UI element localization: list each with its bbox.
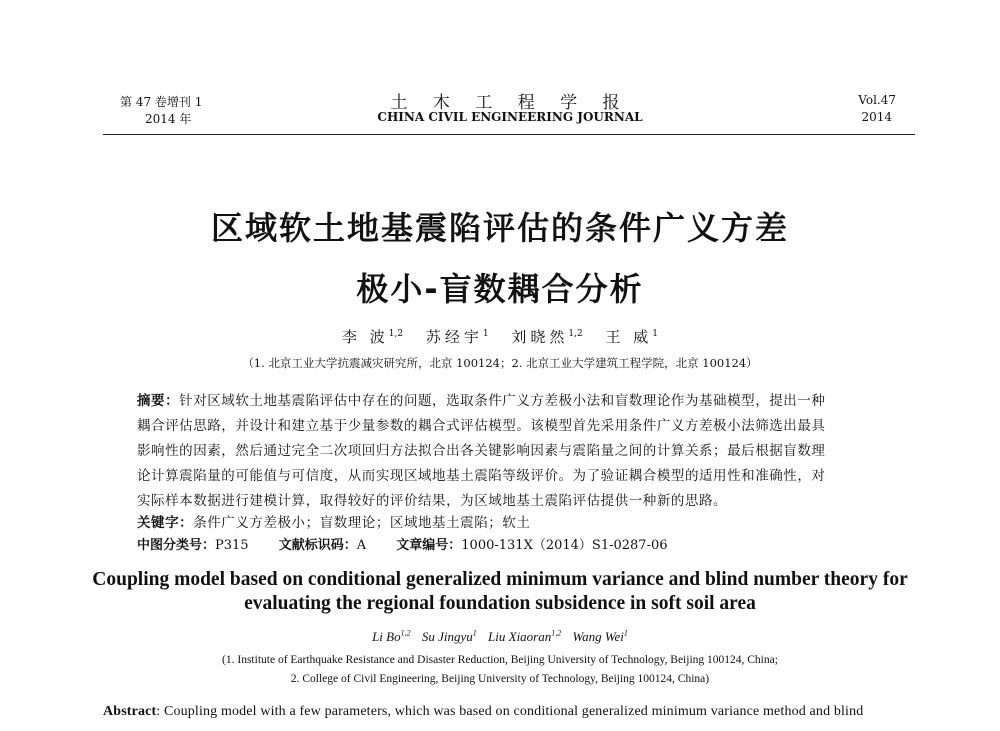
author-en: Liu Xiaoran$^{1,2}$	[488, 629, 562, 645]
author-cn: 苏经宇$^1$	[425, 328, 489, 346]
doc-code-value: A	[356, 538, 367, 553]
author-cn: 王 威$^1$	[605, 328, 659, 346]
title-cn-line1: 区域软土地基震陷评估的条件广义方差	[210, 209, 789, 247]
doc-code-label: 文献标识码：	[278, 538, 357, 553]
abstract-cn-line: 耦合评估思路，并设计和建立基于少量参数的耦合式评估模型。该模型首先采用条件广义方差极小法筛选出最具	[137, 418, 826, 434]
author-en: Su Jingyu$^1$	[421, 629, 477, 645]
header-volume-en: Vol.47	[858, 93, 896, 107]
keywords-cn-label: 关键字：	[137, 515, 194, 531]
authors-en	[0, 629, 1000, 645]
author-cn: 李 波$^{1,2}$	[341, 328, 404, 346]
article-no-label: 文章编号：	[396, 538, 462, 553]
keywords-cn: 关键字：条件广义方差极小；盲数理论；区域地基土震陷；软土	[137, 515, 531, 531]
header-year-en: 2014	[861, 110, 892, 124]
header-volume-issue: 第 47 卷增刊 1	[120, 95, 203, 109]
affiliation-cn: （1. 北京工业大学抗震减灾研究所，北京 100124；2. 北京工业大学建筑工程学院，北京 100124）	[242, 356, 758, 370]
authors-cn	[0, 326, 1000, 347]
author-en: Wang Wei$^1$	[572, 629, 628, 645]
affiliation-en-line2: 2. College of Civil Engineering, Beijing University of Technology, Beijing 100124, China)	[290, 673, 710, 685]
title-en-line2: evaluating the regional foundation subsidence in soft soil area	[244, 593, 756, 614]
header-rule	[103, 134, 915, 135]
title-cn-line2: 极小-盲数耦合分析	[356, 270, 644, 308]
article-no-value: 1000-131X（2014）S1-0287-06	[461, 538, 668, 553]
journal-name-en: CHINA CIVIL ENGINEERING JOURNAL	[377, 110, 643, 124]
author-cn: 刘晓然$^{1,2}$	[511, 328, 583, 346]
classification-line	[137, 534, 694, 553]
abstract-en-label: Abstract	[103, 704, 157, 719]
affiliation-en-line1: (1. Institute of Earthquake Resistance and Disaster Reduction, Beijing University of Technology, Beijing 100124, China;	[222, 654, 778, 666]
abstract-cn-line: 实际样本数据进行建模计算，取得较好的评价结果，为区域地基土震陷评估提供一种新的思路。	[137, 493, 728, 509]
abstract-cn-line: 摘要：针对区域软土地基震陷评估中存在的问题，选取条件广义方差极小法和盲数理论作为基础模型，提出一种	[137, 393, 826, 409]
abstract-en-line: Abstract: Coupling model with a few parameters, which was based on conditional generalized minimum variance method and blind	[103, 704, 864, 719]
header-year-cn: 2014 年	[145, 112, 192, 126]
clc-value: P315	[215, 538, 249, 553]
abstract-cn-label: 摘要：	[137, 393, 180, 409]
journal-name-cn: 土 木 工 程 学 报	[390, 93, 630, 113]
title-en-line1: Coupling model based on conditional generalized minimum variance and blind number theory for	[92, 569, 908, 590]
abstract-cn-line: 论计算震陷量的可能值与可信度，从而实现区域地基土震陷等级评价。为了验证耦合模型的适用性和准确性，对	[137, 468, 826, 484]
author-en: Li Bo$^{1,2}$	[372, 629, 411, 645]
abstract-cn-line: 影响性的因素，然后通过完全二次项回归方法拟合出各关键影响因素与震陷量之间的计算关系；最后根据盲数理	[137, 443, 826, 459]
clc-label: 中图分类号：	[137, 538, 216, 553]
